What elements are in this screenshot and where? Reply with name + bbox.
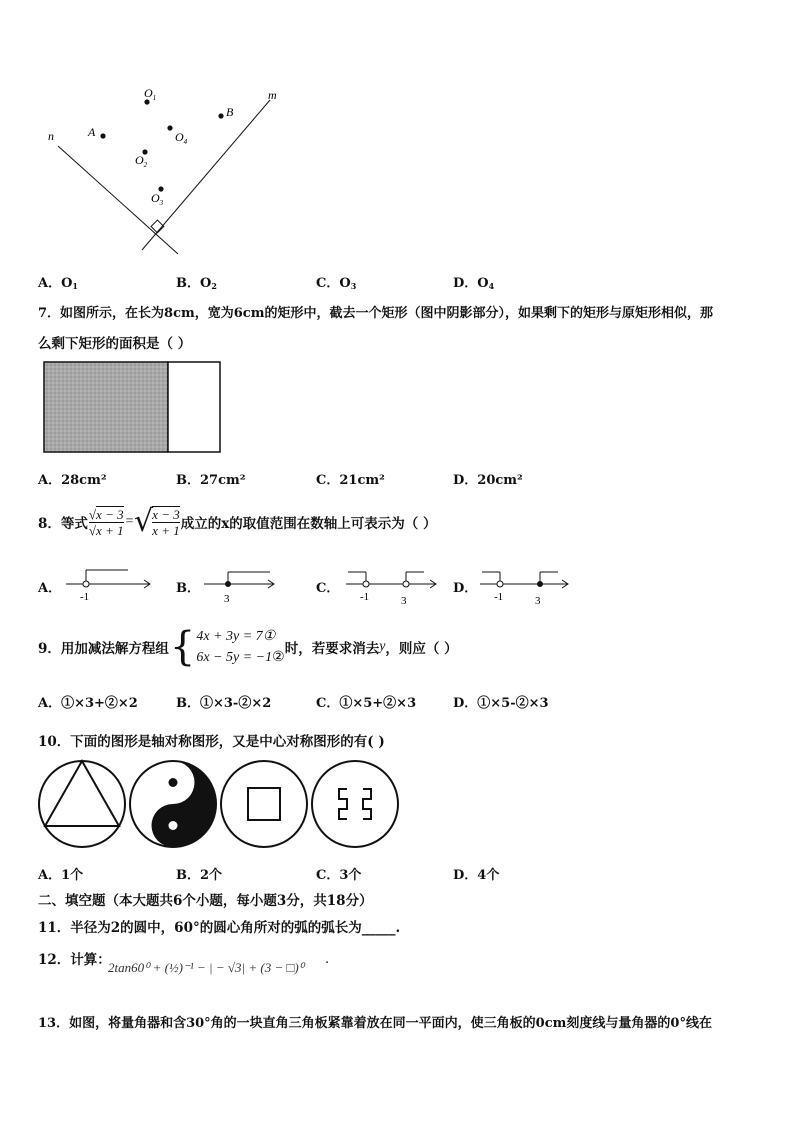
svg-text:3: 3: [535, 595, 541, 606]
label-O4: $O_4$: [175, 130, 188, 146]
q8-fraction-left: $\frac{√x - 3}{√x + 1}$: [88, 506, 124, 538]
label-A: A: [88, 125, 96, 139]
q6-option-c[interactable]: C．$O_3$: [316, 276, 357, 291]
svg-text:-1: -1: [494, 591, 504, 603]
q9-option-d[interactable]: D．①×5-②×3: [453, 696, 549, 711]
point-A: [100, 133, 105, 138]
label-m: m: [268, 88, 277, 102]
q8-numberline-a[interactable]: [60, 564, 155, 604]
q10-option-b[interactable]: B．2个: [176, 868, 223, 883]
q13-stem: 13．如图，将量角器和含30°角的一块直角三角板紧靠着放在同一平面内，使三角板的0cm刻度线与量角器的0°线在: [38, 1016, 712, 1031]
q8-stem: 8．等式 $\frac{√x - 3}{√x + 1}$ = √ $\frac{x - 3}{x + 1}$ 成立的x的取值范围在数轴上可表示为（ ）: [38, 504, 437, 539]
shaded-rectangle: [44, 362, 168, 452]
q7-figure: [42, 360, 232, 456]
q7-option-c[interactable]: C．21cm²: [316, 473, 385, 488]
q12-dot: .: [325, 952, 330, 967]
q10-stem: 10．下面的图形是轴对称图形，又是中心对称图形的有( ): [38, 734, 385, 750]
q7-option-a[interactable]: A．28cm²: [38, 473, 107, 488]
q8-option-c-letter[interactable]: C．: [316, 581, 340, 596]
q8-option-b-letter[interactable]: B．: [176, 581, 200, 596]
q10-option-d[interactable]: D．4个: [453, 868, 500, 883]
q8-radical-right: √ $\frac{x - 3}{x + 1}$: [134, 504, 180, 539]
circle-square-icon: [221, 761, 307, 847]
q10-option-c[interactable]: C．3个: [316, 868, 362, 883]
q12-label: 12．计算：: [38, 952, 111, 968]
q9-option-c[interactable]: C．①×5+②×3: [316, 696, 417, 711]
q7-option-b[interactable]: B．27cm²: [176, 473, 246, 488]
yin-yang-icon: [130, 761, 216, 847]
q8-option-d-letter[interactable]: D．: [453, 581, 478, 596]
line-m: [142, 100, 270, 250]
q10-figures: [36, 758, 406, 852]
q6-option-d[interactable]: D．$O_4$: [453, 276, 495, 291]
q9-stem: 9．用加减法解方程组 { 4x + 3y = 7① 6x − 5y = −1② 时，若要求消去 y ，则应（ ）: [38, 624, 458, 670]
point-O4: [167, 125, 172, 130]
label-n: n: [48, 129, 54, 143]
q6-figure: [40, 82, 300, 262]
q7-option-d[interactable]: D．20cm²: [453, 473, 523, 488]
circle-triangle-icon: [39, 761, 125, 847]
label-B: B: [226, 105, 234, 119]
remaining-rectangle: [168, 362, 220, 452]
q8-numberline-d[interactable]: [476, 564, 572, 606]
label-O2: $O_2$: [135, 153, 148, 169]
svg-text:3: 3: [401, 595, 407, 606]
q10-option-a[interactable]: A．1个: [38, 868, 84, 883]
q11-stem: 11．半径为2的圆中，60°的圆心角所对的弧的弧长为_____.: [38, 920, 401, 936]
q8-numberline-b[interactable]: [198, 564, 278, 604]
svg-text:-1: -1: [360, 591, 370, 603]
label-O3: $O_3$: [151, 191, 164, 207]
point-O1: [144, 99, 149, 104]
label-O1: $O_1$: [144, 86, 157, 102]
section-2-heading: 二、填空题（本大题共6个小题，每小题3分，共18分）: [38, 893, 373, 909]
q6-option-b[interactable]: B．$O_2$: [176, 276, 217, 291]
q8-option-a-letter[interactable]: A．: [38, 581, 62, 596]
circle-brackets-icon: [312, 761, 398, 847]
svg-text:3: 3: [224, 593, 230, 604]
svg-text:-1: -1: [80, 591, 90, 603]
q6-option-a[interactable]: A．$O_1$: [38, 276, 78, 291]
q8-numberline-c[interactable]: [340, 564, 440, 606]
point-B: [218, 113, 223, 118]
q7-stem-line2: 么剩下矩形的面积是（ ）: [38, 336, 192, 352]
q9-option-a[interactable]: A．①×3+②×2: [38, 696, 138, 711]
q12-expression: 2tan60⁰ + (½)⁻¹ − | − √3| + (3 − □)⁰: [108, 960, 304, 975]
q9-option-b[interactable]: B．①×3-②×2: [176, 696, 272, 711]
q7-stem-line1: 7．如图所示，在长为8cm，宽为6cm的矩形中，截去一个矩形（图中阴影部分），如果剩下的矩形与原矩形相似，那: [38, 306, 713, 321]
